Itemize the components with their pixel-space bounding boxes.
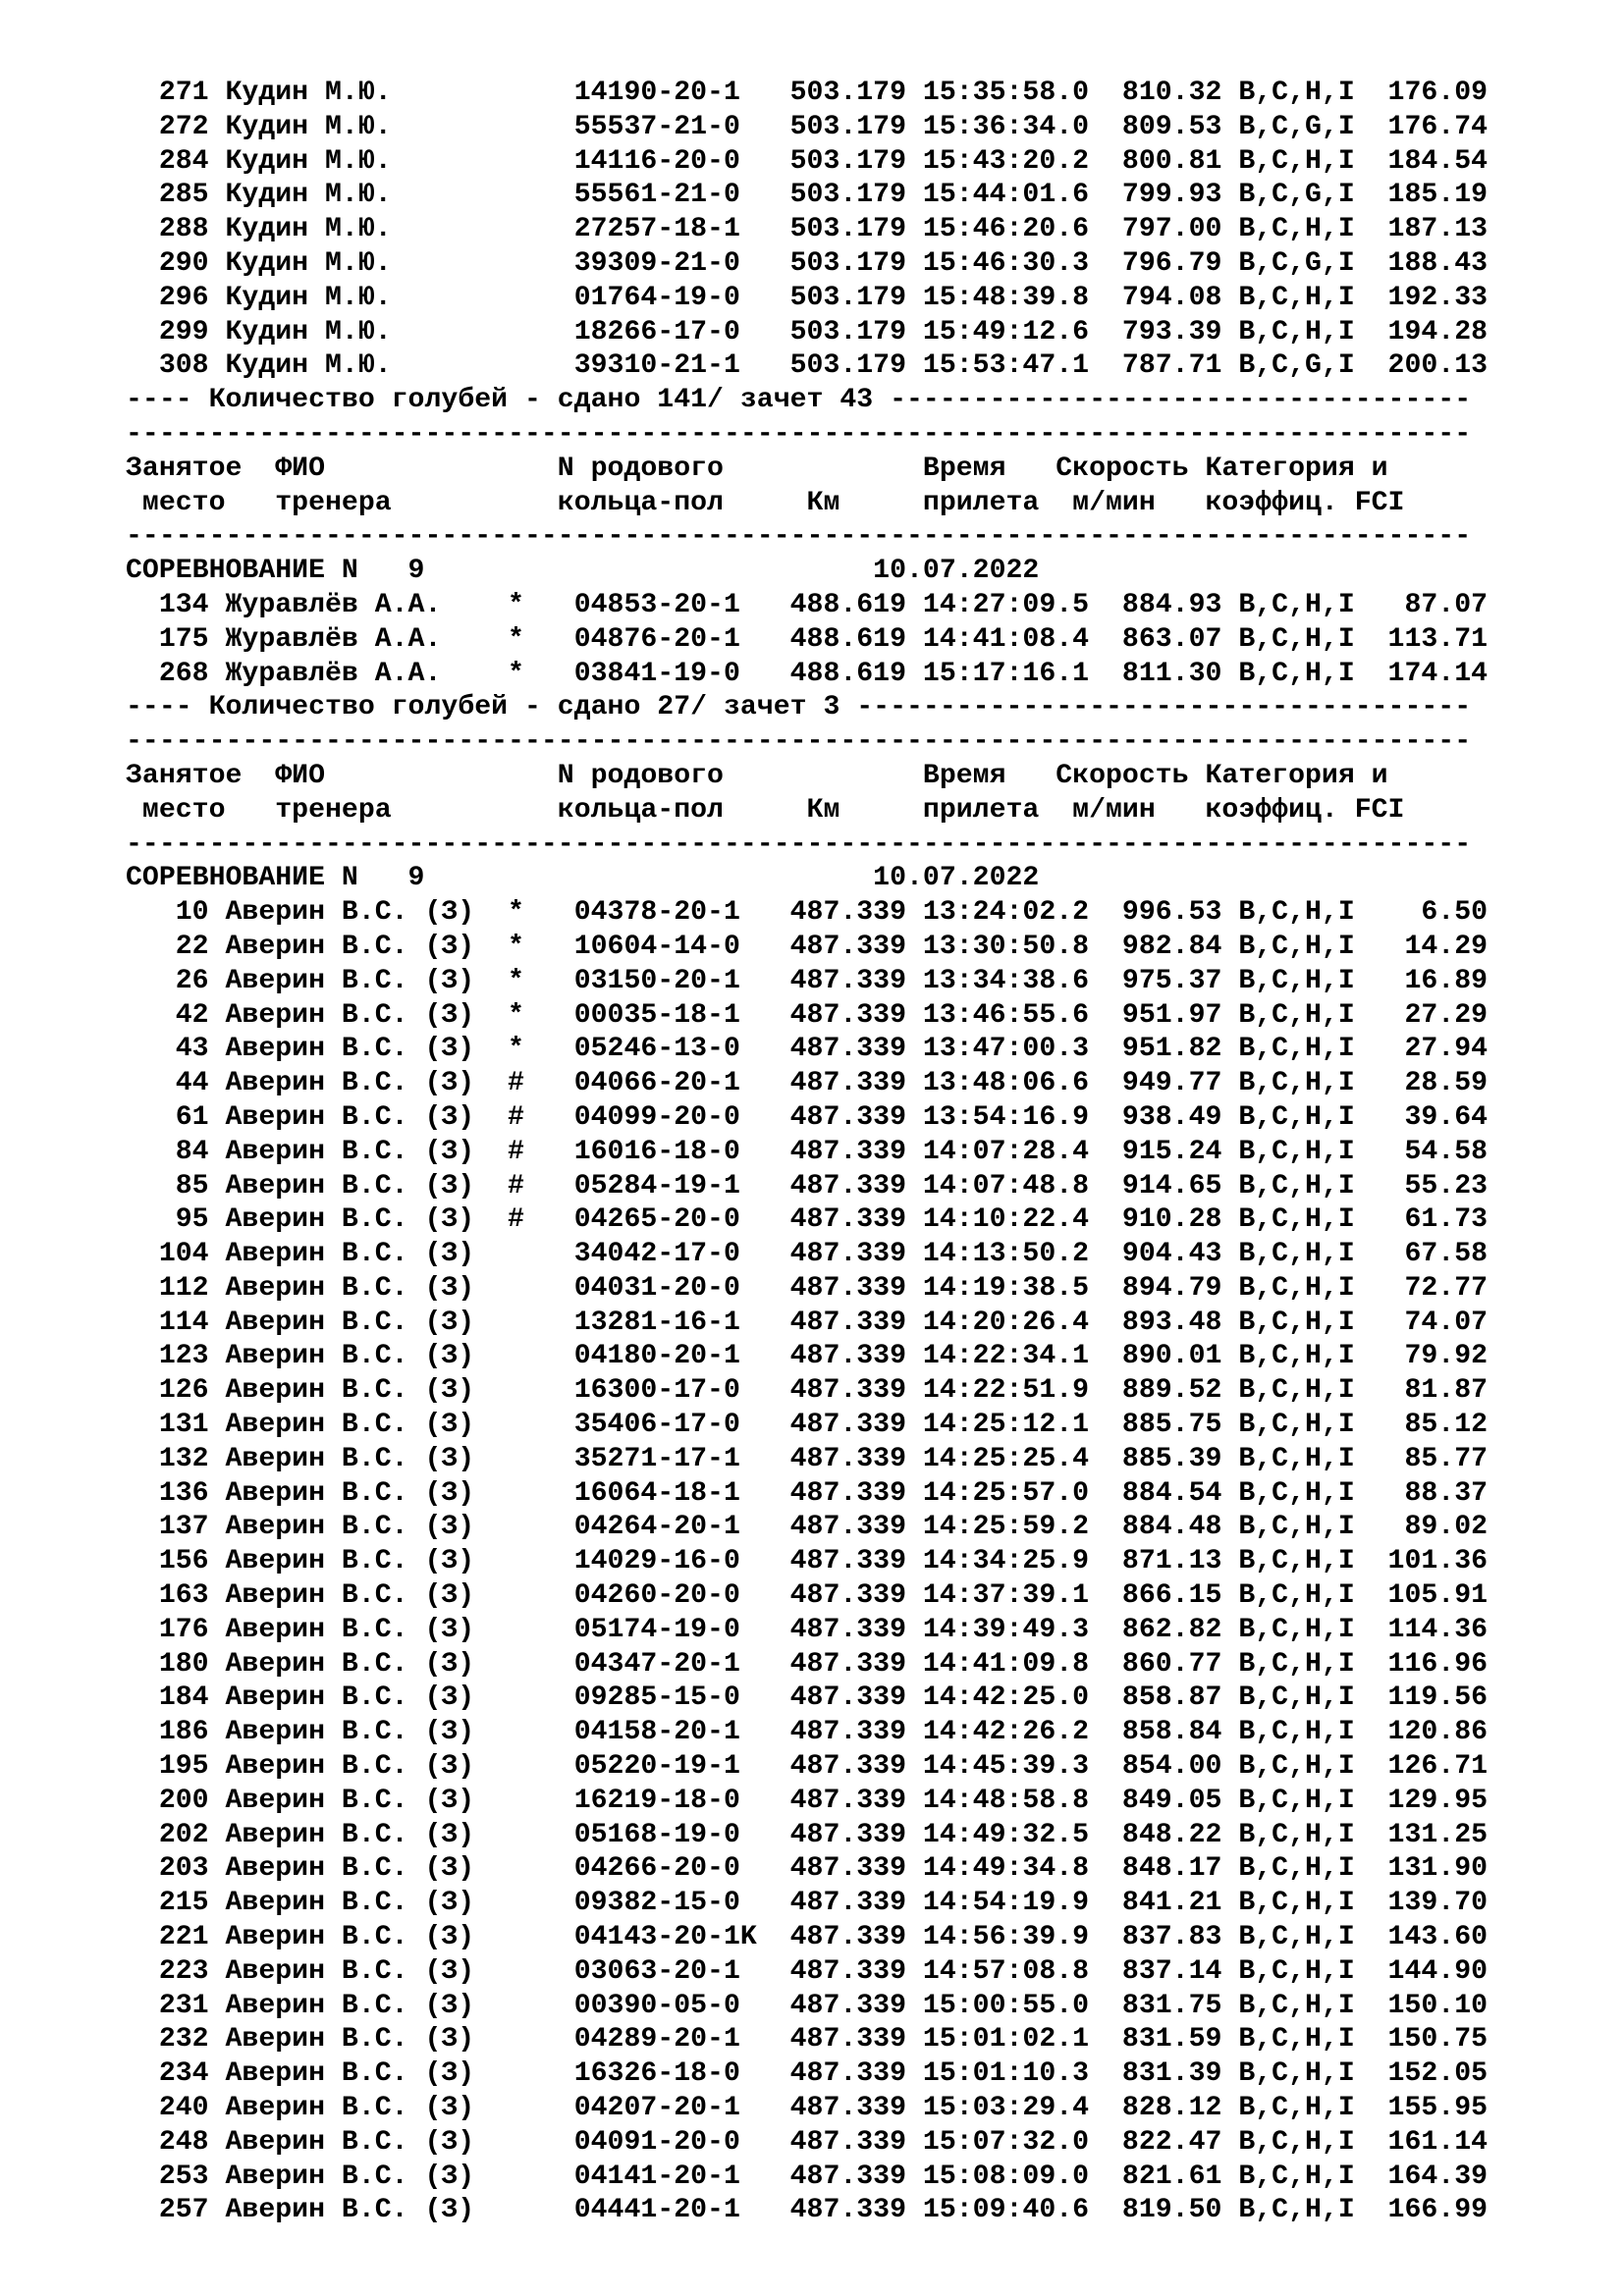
result-row: 10 Аверин В.С. (З) * 04378-20-1 487.339 13:24:02.2 996.53 B,C,H,I 6.50	[126, 897, 1489, 929]
result-row: 134 Журавлёв А.А. * 04853-20-1 488.619 14:27:09.5 884.93 B,C,H,I 87.07	[126, 589, 1489, 620]
separator-line: ---------------------------------------------------------------------------------	[126, 521, 1472, 553]
result-row: 186 Аверин В.С. (З) 04158-20-1 487.339 14:42:26.2 858.84 B,C,H,I 120.86	[126, 1717, 1489, 1748]
result-row: 223 Аверин В.С. (З) 03063-20-1 487.339 14:57:08.8 837.14 B,C,H,I 144.90	[126, 1955, 1489, 1987]
result-row: 284 Кудин М.Ю. 14116-20-0 503.179 15:43:20.2 800.81 B,C,H,I 184.54	[126, 145, 1489, 177]
separator-line: ---------------------------------------------------------------------------------	[126, 726, 1472, 758]
result-row: 61 Аверин В.С. (З) # 04099-20-0 487.339 13:54:16.9 938.49 B,C,H,I 39.64	[126, 1101, 1489, 1133]
column-header: Занятое ФИО N родового Время Скорость Категория и	[126, 453, 1388, 484]
result-row: 180 Аверин В.С. (З) 04347-20-1 487.339 14:41:09.8 860.77 B,C,H,I 116.96	[126, 1648, 1489, 1680]
result-row: 184 Аверин В.С. (З) 09285-15-0 487.339 14:42:25.0 858.87 B,C,H,I 119.56	[126, 1682, 1489, 1714]
competition-header: СОРЕВНОВАНИЕ N 9 10.07.2022	[126, 556, 1040, 587]
result-row: 257 Аверин В.С. (З) 04441-20-1 487.339 15:09:40.6 819.50 B,C,H,I 166.99	[126, 2195, 1489, 2226]
summary-line: ---- Количество голубей - сдано 141/ зачет 43 -----------------------------------	[126, 385, 1472, 416]
competition-header: СОРЕВНОВАНИЕ N 9 10.07.2022	[126, 863, 1040, 894]
result-row: 202 Аверин В.С. (З) 05168-19-0 487.339 14:49:32.5 848.22 B,C,H,I 131.25	[126, 1819, 1489, 1850]
result-row: 221 Аверин В.С. (З) 04143-20-1K 487.339 14:56:39.9 837.83 B,C,H,I 143.60	[126, 1922, 1489, 1953]
result-row: 123 Аверин В.С. (З) 04180-20-1 487.339 14:22:34.1 890.01 B,C,H,I 79.92	[126, 1341, 1489, 1372]
result-row: 248 Аверин В.С. (З) 04091-20-0 487.339 15:07:32.0 822.47 B,C,H,I 161.14	[126, 2126, 1489, 2158]
result-row: 156 Аверин В.С. (З) 14029-16-0 487.339 14:34:25.9 871.13 B,C,H,I 101.36	[126, 1546, 1489, 1577]
separator-line: ---------------------------------------------------------------------------------	[126, 418, 1472, 450]
result-row: 296 Кудин М.Ю. 01764-19-0 503.179 15:48:39.8 794.08 B,C,H,I 192.33	[126, 282, 1489, 313]
result-row: 299 Кудин М.Ю. 18266-17-0 503.179 15:49:12.6 793.39 B,C,H,I 194.28	[126, 316, 1489, 347]
result-row: 240 Аверин В.С. (З) 04207-20-1 487.339 15:03:29.4 828.12 B,C,H,I 155.95	[126, 2093, 1489, 2124]
result-row: 268 Журавлёв А.А. * 03841-19-0 488.619 15:17:16.1 811.30 B,C,H,I 174.14	[126, 658, 1489, 689]
result-row: 95 Аверин В.С. (З) # 04265-20-0 487.339 14:10:22.4 910.28 B,C,H,I 61.73	[126, 1204, 1489, 1236]
result-row: 163 Аверин В.С. (З) 04260-20-0 487.339 14:37:39.1 866.15 B,C,H,I 105.91	[126, 1580, 1489, 1612]
result-row: 132 Аверин В.С. (З) 35271-17-1 487.339 14:25:25.4 885.39 B,C,H,I 85.77	[126, 1443, 1489, 1474]
result-row: 203 Аверин В.С. (З) 04266-20-0 487.339 14:49:34.8 848.17 B,C,H,I 131.90	[126, 1853, 1489, 1885]
result-row: 112 Аверин В.С. (З) 04031-20-0 487.339 14:19:38.5 894.79 B,C,H,I 72.77	[126, 1272, 1489, 1304]
result-row: 44 Аверин В.С. (З) # 04066-20-1 487.339 13:48:06.6 949.77 B,C,H,I 28.59	[126, 1068, 1489, 1099]
result-row: 231 Аверин В.С. (З) 00390-05-0 487.339 15:00:55.0 831.75 B,C,H,I 150.10	[126, 1990, 1489, 2021]
result-row: 215 Аверин В.С. (З) 09382-15-0 487.339 14:54:19.9 841.21 B,C,H,I 139.70	[126, 1888, 1489, 1919]
result-row: 22 Аверин В.С. (З) * 10604-14-0 487.339 13:30:50.8 982.84 B,C,H,I 14.29	[126, 931, 1489, 962]
result-row: 290 Кудин М.Ю. 39309-21-0 503.179 15:46:30.3 796.79 B,C,G,I 188.43	[126, 247, 1489, 279]
result-row: 232 Аверин В.С. (З) 04289-20-1 487.339 15:01:02.1 831.59 B,C,H,I 150.75	[126, 2024, 1489, 2056]
column-header: место тренера кольца-пол Км прилета м/мин коэффиц. FCI	[126, 794, 1405, 826]
column-header: Занятое ФИО N родового Время Скорость Категория и	[126, 760, 1388, 791]
result-row: 126 Аверин В.С. (З) 16300-17-0 487.339 14:22:51.9 889.52 B,C,H,I 81.87	[126, 1375, 1489, 1407]
result-row: 43 Аверин В.С. (З) * 05246-13-0 487.339 13:47:00.3 951.82 B,C,H,I 27.94	[126, 1034, 1489, 1065]
result-row: 253 Аверин В.С. (З) 04141-20-1 487.339 15:08:09.0 821.61 B,C,H,I 164.39	[126, 2161, 1489, 2192]
result-row: 271 Кудин М.Ю. 14190-20-1 503.179 15:35:58.0 810.32 B,C,H,I 176.09	[126, 78, 1489, 108]
result-row: 136 Аверин В.С. (З) 16064-18-1 487.339 14:25:57.0 884.54 B,C,H,I 88.37	[126, 1477, 1489, 1509]
result-row: 288 Кудин М.Ю. 27257-18-1 503.179 15:46:20.6 797.00 B,C,H,I 187.13	[126, 214, 1489, 245]
result-row: 234 Аверин В.С. (З) 16326-18-0 487.339 15:01:10.3 831.39 B,C,H,I 152.05	[126, 2058, 1489, 2090]
result-row: 308 Кудин М.Ю. 39310-21-1 503.179 15:53:47.1 787.71 B,C,G,I 200.13	[126, 350, 1489, 382]
result-row: 85 Аверин В.С. (З) # 05284-19-1 487.339 14:07:48.8 914.65 B,C,H,I 55.23	[126, 1170, 1489, 1201]
column-header: место тренера кольца-пол Км прилета м/мин коэффиц. FCI	[126, 487, 1405, 518]
summary-line: ---- Количество голубей - сдано 27/ зачет 3 -------------------------------------	[126, 692, 1472, 723]
result-row: 104 Аверин В.С. (З) 34042-17-0 487.339 14:13:50.2 904.43 B,C,H,I 67.58	[126, 1239, 1489, 1270]
separator-line: ---------------------------------------------------------------------------------	[126, 828, 1472, 860]
result-row: 26 Аверин В.С. (З) * 03150-20-1 487.339 13:34:38.6 975.37 B,C,H,I 16.89	[126, 965, 1489, 996]
results-printout	[126, 77, 1488, 2228]
result-row: 175 Журавлёв А.А. * 04876-20-1 488.619 14:41:08.4 863.07 B,C,H,I 113.71	[126, 623, 1489, 655]
result-row: 84 Аверин В.С. (З) # 16016-18-0 487.339 14:07:28.4 915.24 B,C,H,I 54.58	[126, 1136, 1489, 1167]
result-row: 285 Кудин М.Ю. 55561-21-0 503.179 15:44:01.6 799.93 B,C,G,I 185.19	[126, 180, 1489, 211]
result-row: 272 Кудин М.Ю. 55537-21-0 503.179 15:36:34.0 809.53 B,C,G,I 176.74	[126, 111, 1489, 142]
result-row: 42 Аверин В.С. (З) * 00035-18-1 487.339 13:46:55.6 951.97 B,C,H,I 27.29	[126, 999, 1489, 1031]
result-row: 176 Аверин В.С. (З) 05174-19-0 487.339 14:39:49.3 862.82 B,C,H,I 114.36	[126, 1614, 1489, 1645]
result-row: 137 Аверин В.С. (З) 04264-20-1 487.339 14:25:59.2 884.48 B,C,H,I 89.02	[126, 1512, 1489, 1543]
result-row: 131 Аверин В.С. (З) 35406-17-0 487.339 14:25:12.1 885.75 B,C,H,I 85.12	[126, 1410, 1489, 1441]
result-row: 114 Аверин В.С. (З) 13281-16-1 487.339 14:20:26.4 893.48 B,C,H,I 74.07	[126, 1307, 1489, 1338]
result-row: 200 Аверин В.С. (З) 16219-18-0 487.339 14:48:58.8 849.05 B,C,H,I 129.95	[126, 1785, 1489, 1816]
result-row: 195 Аверин В.С. (З) 05220-19-1 487.339 14:45:39.3 854.00 B,C,H,I 126.71	[126, 1751, 1489, 1783]
